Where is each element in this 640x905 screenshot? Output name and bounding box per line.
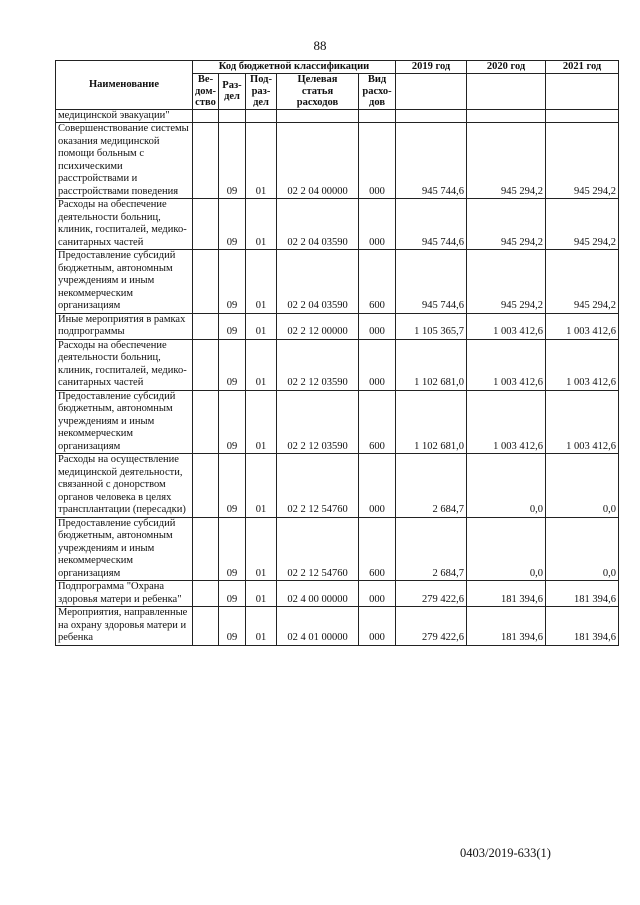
row-cs: 02 2 12 54760	[277, 454, 359, 518]
row-cs: 02 4 00 00000	[277, 581, 359, 607]
row-ved	[193, 454, 219, 518]
row-2019: 279 422,6	[396, 581, 467, 607]
header-2021-blank	[546, 74, 619, 110]
table-row	[56, 339, 619, 390]
table-header	[56, 61, 619, 110]
header-vid-rashodov: Вид расхо- дов	[359, 74, 396, 110]
document-code: 0403/2019-633(1)	[460, 846, 551, 860]
row-podrazdel: 01	[246, 313, 277, 339]
row-vid: 600	[359, 250, 396, 314]
table-row	[56, 454, 619, 518]
row-ved	[193, 581, 219, 607]
row-cs: 02 2 04 00000	[277, 123, 359, 199]
row-2021: 1 003 412,6	[546, 313, 619, 339]
row-name: Предоставление субсидий бюджетным, автономным учреждениям и иным некоммерческим организациям	[56, 390, 193, 454]
row-ved	[193, 390, 219, 454]
row-ved	[193, 123, 219, 199]
row-cs: 02 2 12 03590	[277, 339, 359, 390]
row-podrazdel: 01	[246, 339, 277, 390]
row-2019: 1 102 681,0	[396, 390, 467, 454]
row-podrazdel: 01	[246, 199, 277, 250]
header-vedomstvo: Ве- дом- ство	[193, 74, 219, 110]
row-vid: 000	[359, 454, 396, 518]
row-razdel: 09	[219, 339, 246, 390]
row-2019: 945 744,6	[396, 123, 467, 199]
row-name: Мероприятия, направленные на охрану здоровья матери и ребенка	[56, 607, 193, 646]
row-vid: 000	[359, 123, 396, 199]
row-razdel: 09	[219, 517, 246, 581]
row-razdel: 09	[219, 607, 246, 646]
row-vid: 000	[359, 199, 396, 250]
row-2020: 945 294,2	[467, 123, 546, 199]
row-cs	[277, 109, 359, 123]
row-vid: 600	[359, 390, 396, 454]
table-row	[56, 607, 619, 646]
row-2021: 0,0	[546, 454, 619, 518]
row-ved	[193, 517, 219, 581]
row-2019: 945 744,6	[396, 199, 467, 250]
row-cs: 02 4 01 00000	[277, 607, 359, 646]
row-podrazdel: 01	[246, 581, 277, 607]
row-ved	[193, 109, 219, 123]
row-2020: 181 394,6	[467, 581, 546, 607]
row-2019: 1 102 681,0	[396, 339, 467, 390]
row-podrazdel: 01	[246, 517, 277, 581]
row-2020: 1 003 412,6	[467, 390, 546, 454]
row-vid: 000	[359, 607, 396, 646]
row-ved	[193, 607, 219, 646]
header-2019: 2019 год	[396, 61, 467, 74]
row-2021: 1 003 412,6	[546, 390, 619, 454]
row-razdel: 09	[219, 581, 246, 607]
row-name: Предоставление субсидий бюджетным, автономным учреждениям и иным некоммерческим организациям	[56, 250, 193, 314]
row-name: Иные мероприятия в рамках подпрограммы	[56, 313, 193, 339]
row-2019: 279 422,6	[396, 607, 467, 646]
row-razdel: 09	[219, 199, 246, 250]
row-cs: 02 2 12 54760	[277, 517, 359, 581]
row-2021: 0,0	[546, 517, 619, 581]
row-2021	[546, 109, 619, 123]
row-cs: 02 2 04 03590	[277, 199, 359, 250]
row-name: Предоставление субсидий бюджетным, автономным учреждениям и иным некоммерческим организациям	[56, 517, 193, 581]
header-2020-blank	[467, 74, 546, 110]
row-ved	[193, 313, 219, 339]
row-razdel: 09	[219, 454, 246, 518]
table-row	[56, 390, 619, 454]
row-ved	[193, 339, 219, 390]
header-razdel: Раз- дел	[219, 74, 246, 110]
table-row	[56, 517, 619, 581]
row-ved	[193, 250, 219, 314]
header-podrazdel: Под- раз- дел	[246, 74, 277, 110]
row-2020: 1 003 412,6	[467, 313, 546, 339]
budget-table	[55, 60, 619, 646]
row-ved	[193, 199, 219, 250]
row-vid: 000	[359, 339, 396, 390]
row-name: Расходы на обеспечение деятельности больниц, клиник, госпиталей, медико-санитарных частей	[56, 339, 193, 390]
row-razdel: 09	[219, 390, 246, 454]
row-podrazdel: 01	[246, 390, 277, 454]
row-2020: 0,0	[467, 517, 546, 581]
table-row	[56, 199, 619, 250]
row-2020	[467, 109, 546, 123]
row-2020: 945 294,2	[467, 250, 546, 314]
row-2021: 945 294,2	[546, 250, 619, 314]
row-cs: 02 2 04 03590	[277, 250, 359, 314]
row-2020: 945 294,2	[467, 199, 546, 250]
row-razdel: 09	[219, 123, 246, 199]
page-number: 88	[313, 38, 327, 53]
row-vid: 000	[359, 313, 396, 339]
row-razdel	[219, 109, 246, 123]
row-2021: 181 394,6	[546, 581, 619, 607]
row-2019	[396, 109, 467, 123]
table-row	[56, 109, 619, 123]
table-row	[56, 581, 619, 607]
row-2019: 2 684,7	[396, 454, 467, 518]
header-2021: 2021 год	[546, 61, 619, 74]
row-2021: 181 394,6	[546, 607, 619, 646]
row-name: медицинской эвакуации"	[56, 109, 193, 123]
row-cs: 02 2 12 00000	[277, 313, 359, 339]
table-row	[56, 250, 619, 314]
row-2019: 945 744,6	[396, 250, 467, 314]
row-2021: 945 294,2	[546, 199, 619, 250]
row-podrazdel: 01	[246, 123, 277, 199]
header-2020: 2020 год	[467, 61, 546, 74]
row-podrazdel: 01	[246, 454, 277, 518]
row-name: Расходы на обеспечение деятельности больниц, клиник, госпиталей, медико-санитарных частей	[56, 199, 193, 250]
row-vid	[359, 109, 396, 123]
row-2021: 945 294,2	[546, 123, 619, 199]
row-2020: 0,0	[467, 454, 546, 518]
row-2019: 2 684,7	[396, 517, 467, 581]
table-row	[56, 313, 619, 339]
row-vid: 000	[359, 581, 396, 607]
header-name: Наименование	[56, 61, 193, 110]
row-2020: 181 394,6	[467, 607, 546, 646]
row-name: Совершенствование системы оказания медицинской помощи больным с психическими расстройствами и расстройствами поведения	[56, 123, 193, 199]
row-podrazdel	[246, 109, 277, 123]
header-celevaya-statya: Целевая статья расходов	[277, 74, 359, 110]
row-2019: 1 105 365,7	[396, 313, 467, 339]
row-name: Подпрограмма "Охрана здоровья матери и ребенка"	[56, 581, 193, 607]
row-2020: 1 003 412,6	[467, 339, 546, 390]
header-2019-blank	[396, 74, 467, 110]
row-razdel: 09	[219, 313, 246, 339]
row-cs: 02 2 12 03590	[277, 390, 359, 454]
row-razdel: 09	[219, 250, 246, 314]
row-vid: 600	[359, 517, 396, 581]
table-row	[56, 123, 619, 199]
row-name: Расходы на осуществление медицинской деятельности, связанной с донорством органов человека в целях трансплантации (пересадки)	[56, 454, 193, 518]
row-podrazdel: 01	[246, 607, 277, 646]
header-classification-group: Код бюджетной классификации	[193, 61, 396, 74]
row-podrazdel: 01	[246, 250, 277, 314]
row-2021: 1 003 412,6	[546, 339, 619, 390]
